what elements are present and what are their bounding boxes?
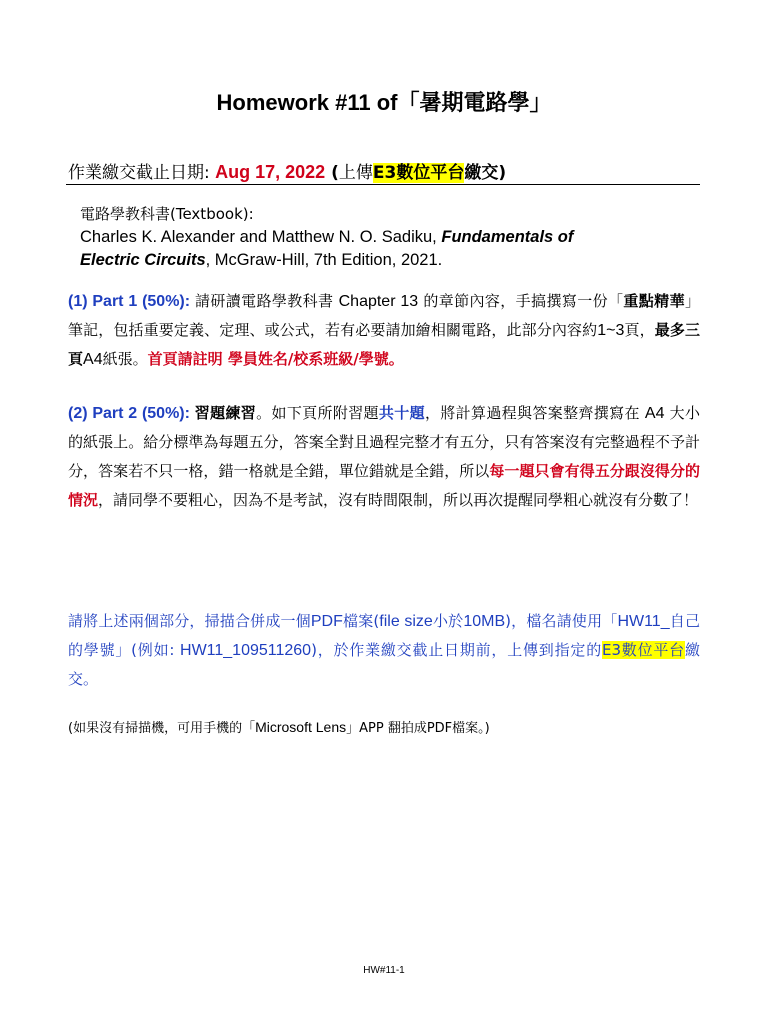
upload-text-4: )，檔名請使用「 bbox=[505, 612, 618, 630]
part2-text-3: 大小的紙張上。給分標準為每題五分，答案全對且過程完整才有五分，只有答案沒有完整過程不予計分，答案若不只一格，錯一格就是全錯，單位錯就是全錯，所以 bbox=[68, 404, 700, 480]
note-text-1: (如果沒有掃描機，可用手機的「 bbox=[68, 721, 256, 736]
deadline-upload: 上傳 bbox=[338, 163, 373, 183]
upload-text-7: 繳交。 bbox=[68, 641, 700, 688]
part1-red-note: 首頁請註明 學員姓名/校系班級/學號。 bbox=[147, 350, 404, 368]
deadline-date: Aug 17, 2022 bbox=[215, 162, 326, 182]
part2-heading: (2) Part 2 (50%): bbox=[68, 405, 195, 422]
page-footer: HW#11-1 bbox=[363, 965, 405, 976]
part1-text-2: 的章節內容，手搞撰寫一份「 bbox=[418, 292, 624, 310]
deadline-submit: 繳交 bbox=[464, 163, 499, 183]
part1-heading: (1) Part 1 (50%): bbox=[68, 293, 195, 310]
part1-max-pages: 最多三頁 bbox=[68, 321, 700, 368]
part1-pages: 1~3 bbox=[597, 322, 625, 339]
textbook-block bbox=[80, 203, 700, 272]
textbook-title-1: Fundamentals of bbox=[441, 228, 574, 246]
upload-filename-prefix: HW11_ bbox=[617, 613, 670, 630]
upload-text-1: 請將上述兩個部分，掃描合併成一個 bbox=[68, 612, 311, 630]
header-divider bbox=[66, 184, 700, 185]
upload-platform: E3數位平台 bbox=[601, 641, 685, 659]
part2-red-note: 每一題只會有得五分跟沒得分的情況 bbox=[68, 462, 700, 509]
upload-file-size: file size bbox=[379, 613, 433, 630]
textbook-title-2: Electric Circuits bbox=[80, 251, 206, 269]
note-app: Microsoft Lens bbox=[255, 719, 347, 735]
upload-text-2: 檔案( bbox=[342, 612, 380, 630]
deadline-platform: E3數位平台 bbox=[372, 163, 465, 183]
upload-text-6: )，於作業繳交截止日期前，上傳到指定的 bbox=[311, 641, 602, 659]
upload-pdf: PDF bbox=[310, 613, 343, 630]
part2-paragraph bbox=[68, 399, 700, 515]
textbook-authors: Charles K. Alexander and Matthew N. O. Sadiku, bbox=[80, 228, 442, 246]
part1-text-5: 紙張。 bbox=[102, 350, 148, 368]
textbook-label: 電路學教科書(Textbook): bbox=[80, 205, 254, 223]
textbook-citation bbox=[80, 226, 700, 249]
scanner-note bbox=[68, 717, 490, 736]
part2-ten-problems: 共十題 bbox=[378, 404, 425, 422]
part1-chapter: Chapter 13 bbox=[338, 293, 419, 310]
part2-text-1: 。如下頁所附習題 bbox=[256, 404, 379, 422]
deadline-paren-close: ) bbox=[498, 163, 507, 183]
upload-text-3: 小於 bbox=[432, 612, 464, 630]
part2-text-2: ，將計算過程與答案整齊撰寫在 bbox=[424, 404, 645, 422]
page-title: Homework #11 of「暑期電路學」 bbox=[216, 90, 552, 115]
part1-text-3: 」筆記，包括重要定義、定理、或公式，若有必要請加繪相關電路，此部分內容約 bbox=[68, 292, 700, 339]
upload-example: HW11_109511260 bbox=[180, 642, 312, 659]
deadline-line bbox=[68, 158, 506, 183]
deadline-label: 作業繳交截止日期: bbox=[68, 163, 216, 183]
part1-text-4: 頁， bbox=[624, 321, 655, 339]
upload-instructions bbox=[68, 607, 700, 694]
upload-text-5: 自己的學號」(例如: bbox=[68, 612, 700, 659]
part1-text-1: 請研讀電路學教科書 bbox=[194, 292, 339, 310]
part1-paragraph bbox=[68, 287, 700, 374]
part1-keypoint: 重點精華 bbox=[623, 292, 685, 310]
note-text-2: 」APP 翻拍成PDF檔案。) bbox=[346, 721, 490, 736]
part2-practice: 習題練習 bbox=[194, 404, 257, 422]
textbook-citation-2 bbox=[80, 249, 700, 272]
deadline-paren-open: ( bbox=[325, 163, 339, 183]
upload-mb: 10MB bbox=[463, 613, 506, 630]
part2-a4: A4 bbox=[644, 405, 665, 422]
part1-a4: A4 bbox=[83, 351, 103, 368]
textbook-publisher: , McGraw-Hill, 7th Edition, 2021. bbox=[205, 251, 443, 269]
part2-text-4: ，請同學不要粗心，因為不是考試，沒有時間限制，所以再次提醒同學粗心就沒有分數了！ bbox=[98, 491, 699, 509]
